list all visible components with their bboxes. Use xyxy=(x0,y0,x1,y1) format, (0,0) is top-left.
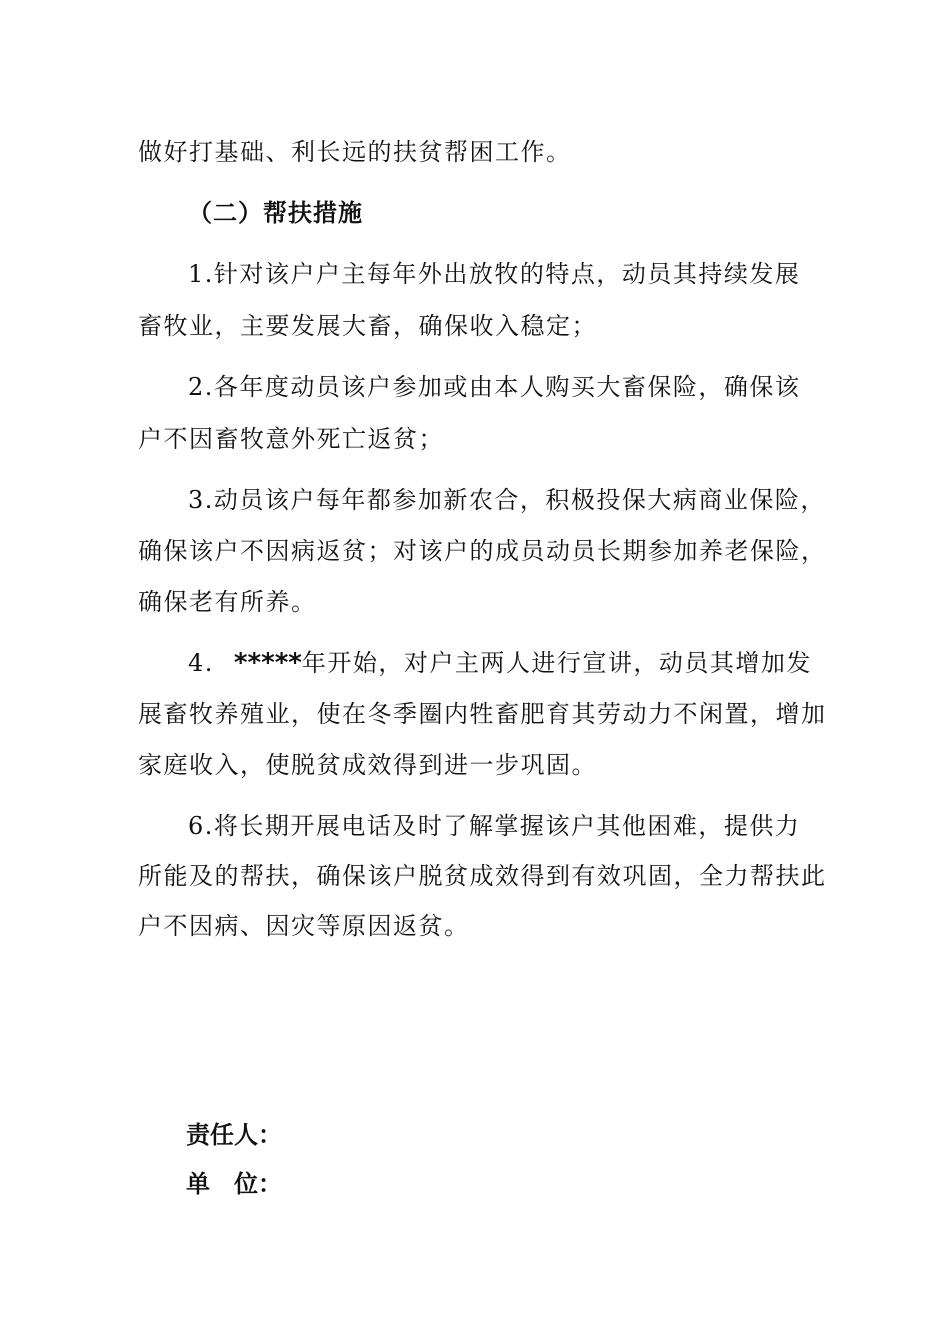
item-3-line-3: 确保老有所养。 xyxy=(138,588,317,616)
item-4-line-3: 家庭收入，使脱贫成效得到进一步巩固。 xyxy=(138,751,597,779)
item-4-number: 4. xyxy=(188,649,214,677)
item-4-line-2: 展畜牧养殖业，使在冬季圈内牲畜肥育其劳动力不闲置，增加 xyxy=(138,700,827,728)
item-1-line-1: 1.针对该户户主每年外出放牧的特点，动员其持续发展 xyxy=(188,260,801,288)
item-4-line-1 xyxy=(188,648,812,678)
unit-label-part2: 位： xyxy=(234,1169,282,1198)
item-2-line-2: 户不因畜牧意外死亡返贫； xyxy=(138,425,444,453)
item-6-line-3: 户不因病、因灾等原因返贫。 xyxy=(138,912,470,940)
responsible-person-label: 责任人： xyxy=(186,1120,282,1149)
item-3-line-2: 确保该户不因病返贫；对该户的成员动员长期参加养老保险， xyxy=(138,537,827,565)
item-6-line-2: 所能及的帮扶，确保该户脱贫成效得到有效巩固，全力帮扶此 xyxy=(138,862,827,890)
item-6-line-1: 6.将长期开展电话及时了解掌握该户其他困难，提供力 xyxy=(188,812,801,840)
unit-label xyxy=(186,1169,282,1199)
item-1-line-2: 畜牧业，主要发展大畜，确保收入稳定； xyxy=(138,312,597,340)
section-heading: （二）帮扶措施 xyxy=(188,198,363,227)
item-4-line-1-text: 年开始，对户主两人进行宣讲，动员其增加发 xyxy=(301,649,812,677)
item-3-line-1: 3.动员该户每年都参加新农合，积极投保大病商业保险， xyxy=(188,486,826,514)
unit-label-part1: 单 xyxy=(186,1169,210,1198)
item-2-line-1: 2.各年度动员该户参加或由本人购买大畜保险，确保该 xyxy=(188,373,801,401)
masked-year: ***** xyxy=(233,648,302,678)
intro-line: 做好打基础、利长远的扶贫帮困工作。 xyxy=(138,138,572,166)
